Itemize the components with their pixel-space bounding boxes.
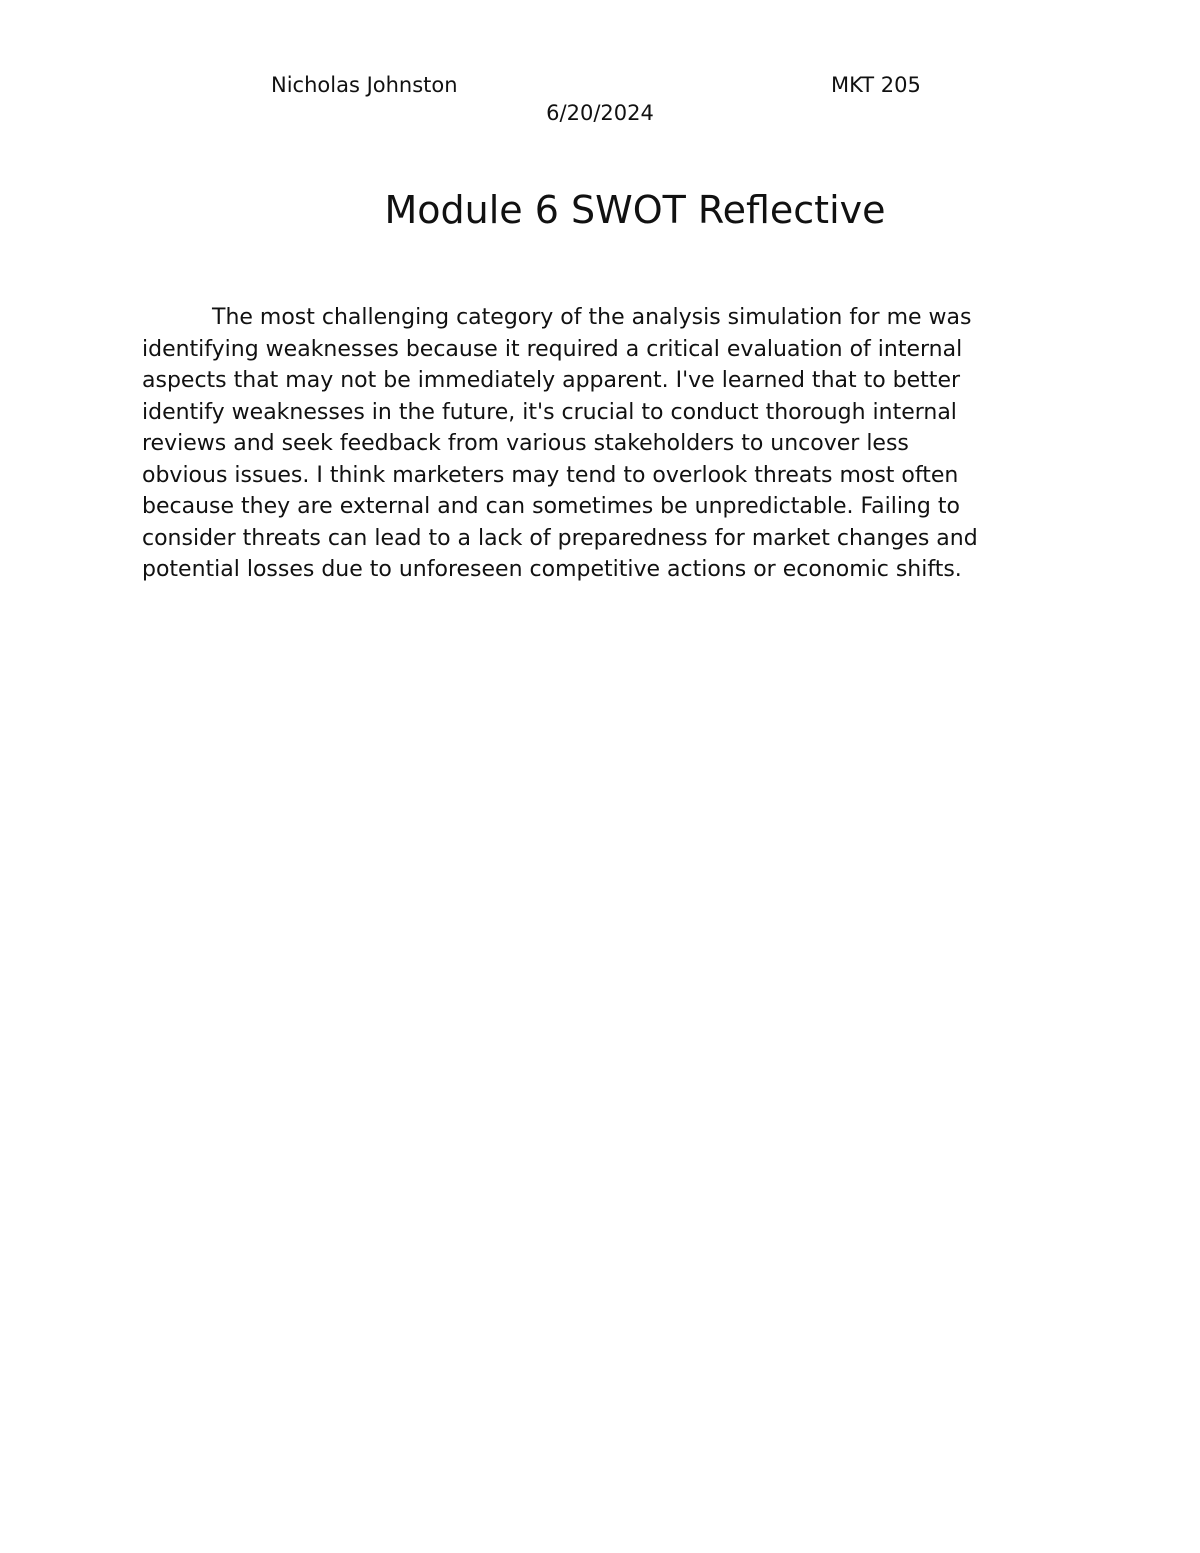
paragraph-line: potential losses due to unforeseen competitive actions or economic shifts. (142, 557, 962, 582)
document-title: Module 6 SWOT Reflective (384, 188, 886, 232)
paragraph-line: The most challenging category of the analysis simulation for me was (212, 305, 972, 330)
author-name: Nicholas Johnston (271, 73, 458, 97)
paragraph-line: obvious issues. I think marketers may tend to overlook threats most often (142, 462, 959, 488)
document-date: 6/20/2024 (546, 101, 654, 125)
paragraph-line: aspects that may not be immediately apparent. I've learned that to better (142, 368, 961, 393)
paragraph-line: reviews and seek feedback from various stakeholders to uncover less (142, 431, 909, 456)
paragraph-line: identifying weaknesses because it required a critical evaluation of internal (142, 336, 963, 362)
course-code: MKT 205 (831, 73, 921, 97)
body-paragraph (142, 302, 1062, 586)
paragraph-line: consider threats can lead to a lack of preparedness for market changes and (142, 525, 978, 551)
paragraph-line: because they are external and can sometimes be unpredictable. Failing to (142, 494, 960, 519)
paragraph-line: identify weaknesses in the future, it's crucial to conduct thorough internal (142, 399, 957, 425)
